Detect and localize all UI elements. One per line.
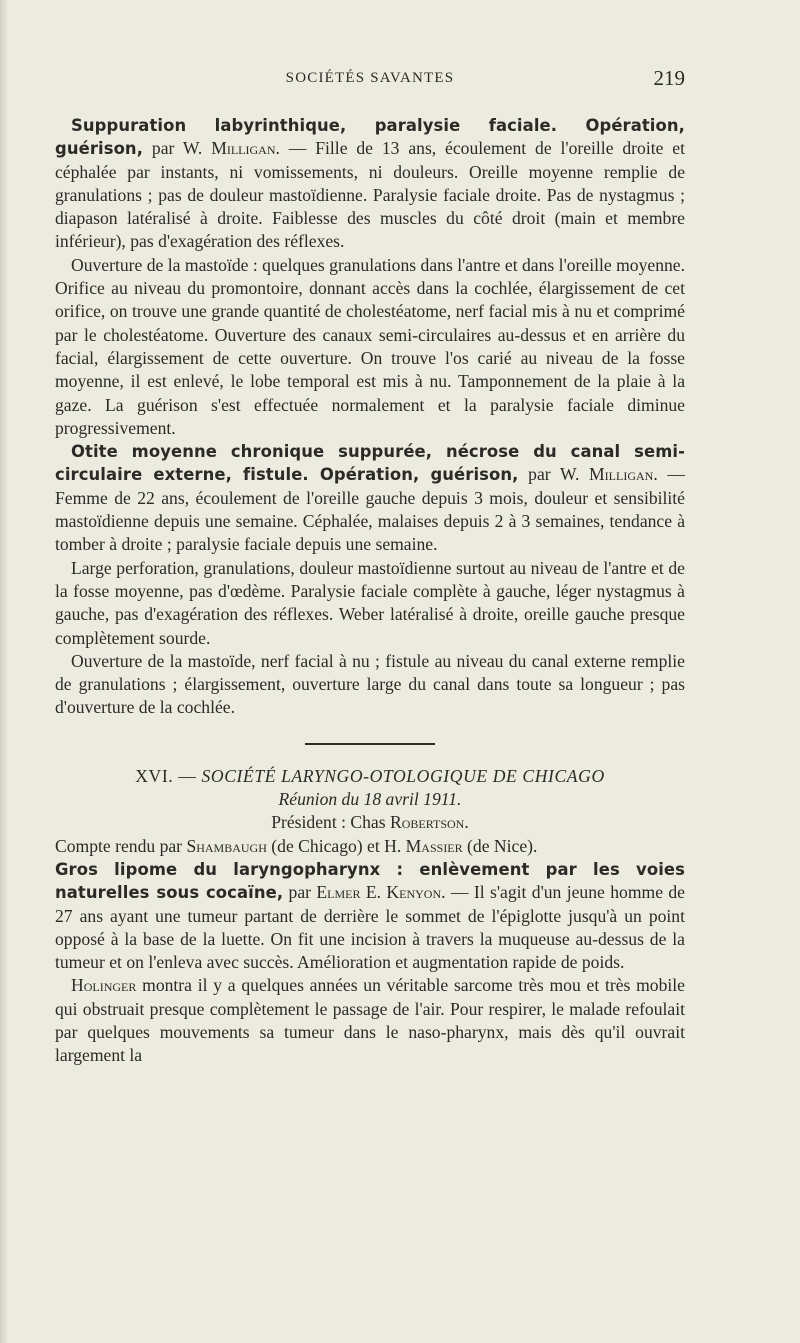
president-line: Président : Chas Robertson. [271,812,469,833]
page-header [55,68,685,94]
article-heading: Gros lipome du laryngopharynx : enlèvement par les voies naturelles sous cocaïne, [55,859,685,903]
section-divider [305,743,435,745]
article-heading: Suppuration labyrinthique, paralysie faciale. Opération, guérison, [55,116,685,159]
article-body: . — Fille de 13 ans, écoulement de l'oreille droite et céphalée par instants, ni vomissements, ni douleurs. Oreille moyenne remplie de granulations ; pas de douleur mastoïdienne. Paralysie faciale droite. Pas de nystagmus ; diapason latéralisé à droite. Faiblesse des muscles du côté droit (main et membre inférieur), pas d'exagération des réflexes. [55,138,685,252]
article-heading: Otite moyenne chronique suppurée, nécrose du canal semi-circulaire externe, fistule. Opération, guérison, [55,442,685,485]
article-paragraph: Ouverture de la mastoïde : quelques granulations dans l'antre et dans l'oreille moyenne. Orifice au niveau du promontoire, donnant accès dans la cochlée, élargissement de cet orifice, on trouve une grande quantité de cholestéatome, nerf facial mis à nu et comprimé par le cholestéatome. Ouverture des canaux semi-circulaires au-dessus et en arrière du facial, élargissement de cette ouverture. On trouve l'os carié au niveau de la fosse moyenne, il est enlevé, le lobe temporal est mis à nu. Tamponnement de la plaie à la gaze. La guérison s'est effectuée normalement et la paralysie faciale diminue progressivement. [55,254,685,438]
page-edge-shadow [0,0,8,1343]
article-paragraph: Ouverture de la mastoïde, nerf facial à nu ; fistule au niveau du canal externe remplie de granulations ; élargissement, ouverture large du canal dans toute sa longueur ; pas d'ouverture de la cochlée. [55,650,685,718]
author-name: Milligan [589,464,654,485]
article-paragraph: Holinger montra il y a quelques années un véritable sarcome très mou et très mobile qui obstruait presque complètement le passage de l'air. Pour respirer, le malade refoulait par quelques mouvements sa tumeur dans le naso-pharynx, mais dès qu'il ouvrait largement la [55,975,685,1066]
president-name: Robertson [389,812,465,833]
running-head: SOCIÉTÉS SAVANTES [285,70,455,86]
meeting-date: Réunion du 18 avril 1911. [278,789,462,810]
author-name: Holinger [71,975,137,996]
article-otite-moyenne: Otite moyenne chronique suppurée, nécrose du canal semi-circulaire externe, fistule. Opération, guérison, par W. Milligan. — Femme de 22 ans, écoulement de l'oreille gauche depuis 3 mois, douleur et sensibilité mastoïdienne depuis une semaine. Céphalée, malaises depuis 2 à 3 semaines, tendance à tomber à droite ; paralysie faciale depuis une semaine. [55,442,685,555]
article-body: . — Il s'agit d'un jeune homme de 27 ans ayant une tumeur partant de derrière le sommet de l'épiglotte jusqu'à un point opposé à la base de la luette. On fit une incision à travers la muqueuse au-dessus de la tumeur et on l'enleva avec succès. Amélioration et augmentation rapide de poids. [55,882,685,973]
society-title [55,765,685,788]
article-body: . — Femme de 22 ans, écoulement de l'oreille gauche depuis 3 mois, douleur et sensibilité mastoïdienne depuis une semaine. Céphalée, malaises depuis 2 à 3 semaines, tendance à tomber à droite ; paralysie faciale depuis une semaine. [55,464,685,555]
society-number: XVI. — [135,765,202,786]
article-suppuration-labyrinthique: Suppuration labyrinthique, paralysie faciale. Opération, guérison, par W. Milligan. — Fille de 13 ans, écoulement de l'oreille droite et céphalée par instants, ni vomissements, ni douleurs. Oreille moyenne remplie de granulations ; pas de douleur mastoïdienne. Paralysie faciale droite. Pas de nystagmus ; diapason latéralisé à droite. Faiblesse des muscles du côté droit (main et membre inférieur), pas d'exagération des réflexes. [55,116,685,252]
article-gros-lipome: Gros lipome du laryngopharynx : enlèvement par les voies naturelles sous cocaïne, par Elmer E. Kenyon. — Il s'agit d'un jeune homme de 27 ans ayant une tumeur partant de derrière le sommet de l'épiglotte jusqu'à un point opposé à la base de la luette. On fit une incision à travers la muqueuse au-dessus de la tumeur et on l'enleva avec succès. Amélioration et augmentation rapide de poids. [55,859,685,973]
reporter-name: Shambaugh [186,835,267,856]
author-name: Elmer E. Kenyon [316,882,442,903]
reporter-name: Massier [405,835,463,856]
article-paragraph: Large perforation, granulations, douleur mastoïdienne surtout au niveau de l'antre et de la fosse moyenne, pas d'œdème. Paralysie faciale complète à gauche, léger nystagmus à gauche, pas d'exagération des réflexes. Weber latéralisé à droite, oreille gauche presque complètement sourde. [55,557,685,648]
society-name: SOCIÉTÉ LARYNGO-OTOLOGIQUE DE CHICAGO [201,765,605,786]
report-credit: Compte rendu par Shambaugh (de Chicago) et H. Massier (de Nice). [55,835,538,856]
text-column [55,114,685,1068]
page-number: 219 [653,66,685,90]
author-name: Milligan [211,138,276,159]
